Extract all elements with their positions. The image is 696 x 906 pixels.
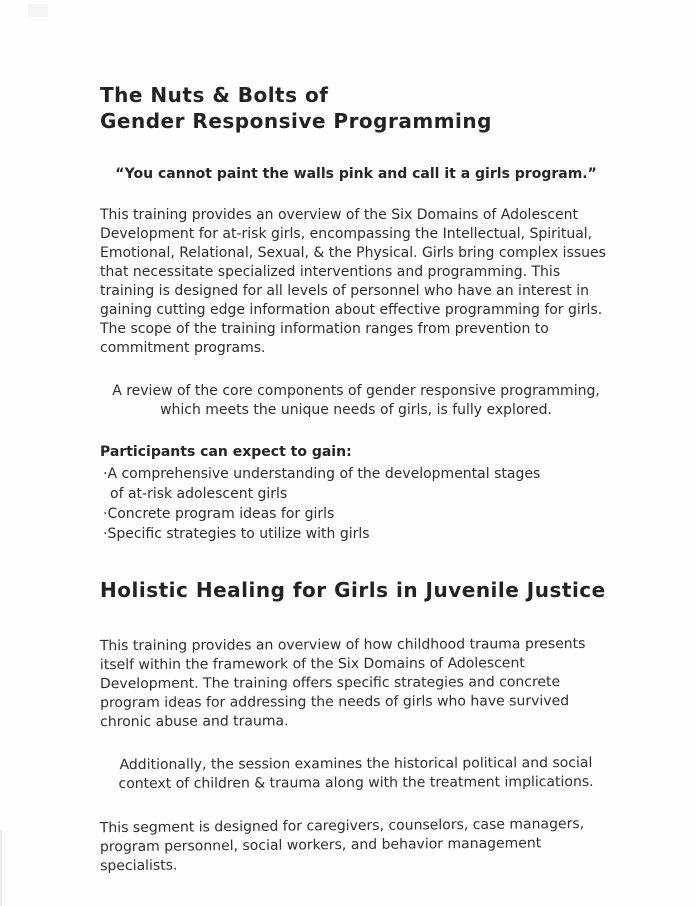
session-paragraph: Additionally, the session examines the historical political and social context of children & trauma along with the treatment implications.: [118, 754, 594, 793]
scan-artifact-smudge: [28, 4, 48, 17]
document-title-line2: Gender Responsive Programming: [100, 109, 492, 133]
scan-artifact-edge: [0, 830, 2, 906]
section2-title: Holistic Healing for Girls in Juvenile Justice: [100, 578, 606, 602]
bullet-dot-icon: ·: [103, 506, 108, 522]
segment-paragraph: This segment is designed for caregivers, counselors, case managers, program personnel, social workers, and behavior management specialists.: [99, 816, 585, 875]
list-item-text: A comprehensive understanding of the developmental stages of at-risk adolescent girls: [107, 466, 541, 502]
review-paragraph: A review of the core components of gender responsive programming, which meets the unique needs of girls, is fully explored.: [112, 383, 600, 418]
list-item-text: Concrete program ideas for girls: [107, 506, 335, 522]
intro-paragraph: This training provides an overview of the Six Domains of Adolescent Development for at-risk girls, encompassing the Intellectual, Spiritual, Emotional, Relational, Sexual, & the Physical. Girls bring complex issues that necessitate specialized interventions and programming. This training is designed for all levels of personnel who have an interest in gaining cutting edge information about effective programming for girls. The scope of the training information ranges from prevention to commitment programs.: [100, 207, 606, 356]
section2-paragraph: This training provides an overview of how childhood trauma presents itself within the framework of the Six Domains of Adolescent Development. The training offers specific strategies and concrete program ideas for addressing the needs of girls who have survived chronic abuse and trauma.: [99, 635, 586, 731]
list-item-text: Specific strategies to utilize with girls: [107, 526, 370, 542]
list-item: [100, 504, 612, 524]
document-title: [100, 82, 612, 134]
document-title-line1: The Nuts & Bolts of: [100, 83, 329, 107]
list-item: [100, 464, 550, 504]
opening-quote: “You cannot paint the walls pink and call it a girls program.”: [115, 166, 597, 182]
bullet-dot-icon: ·: [103, 466, 108, 482]
gain-bullet-list: [100, 464, 612, 544]
participants-gain-heading: Participants can expect to gain:: [100, 444, 352, 460]
list-item: [100, 524, 612, 544]
bullet-dot-icon: ·: [103, 526, 108, 542]
document-content: [100, 82, 612, 874]
